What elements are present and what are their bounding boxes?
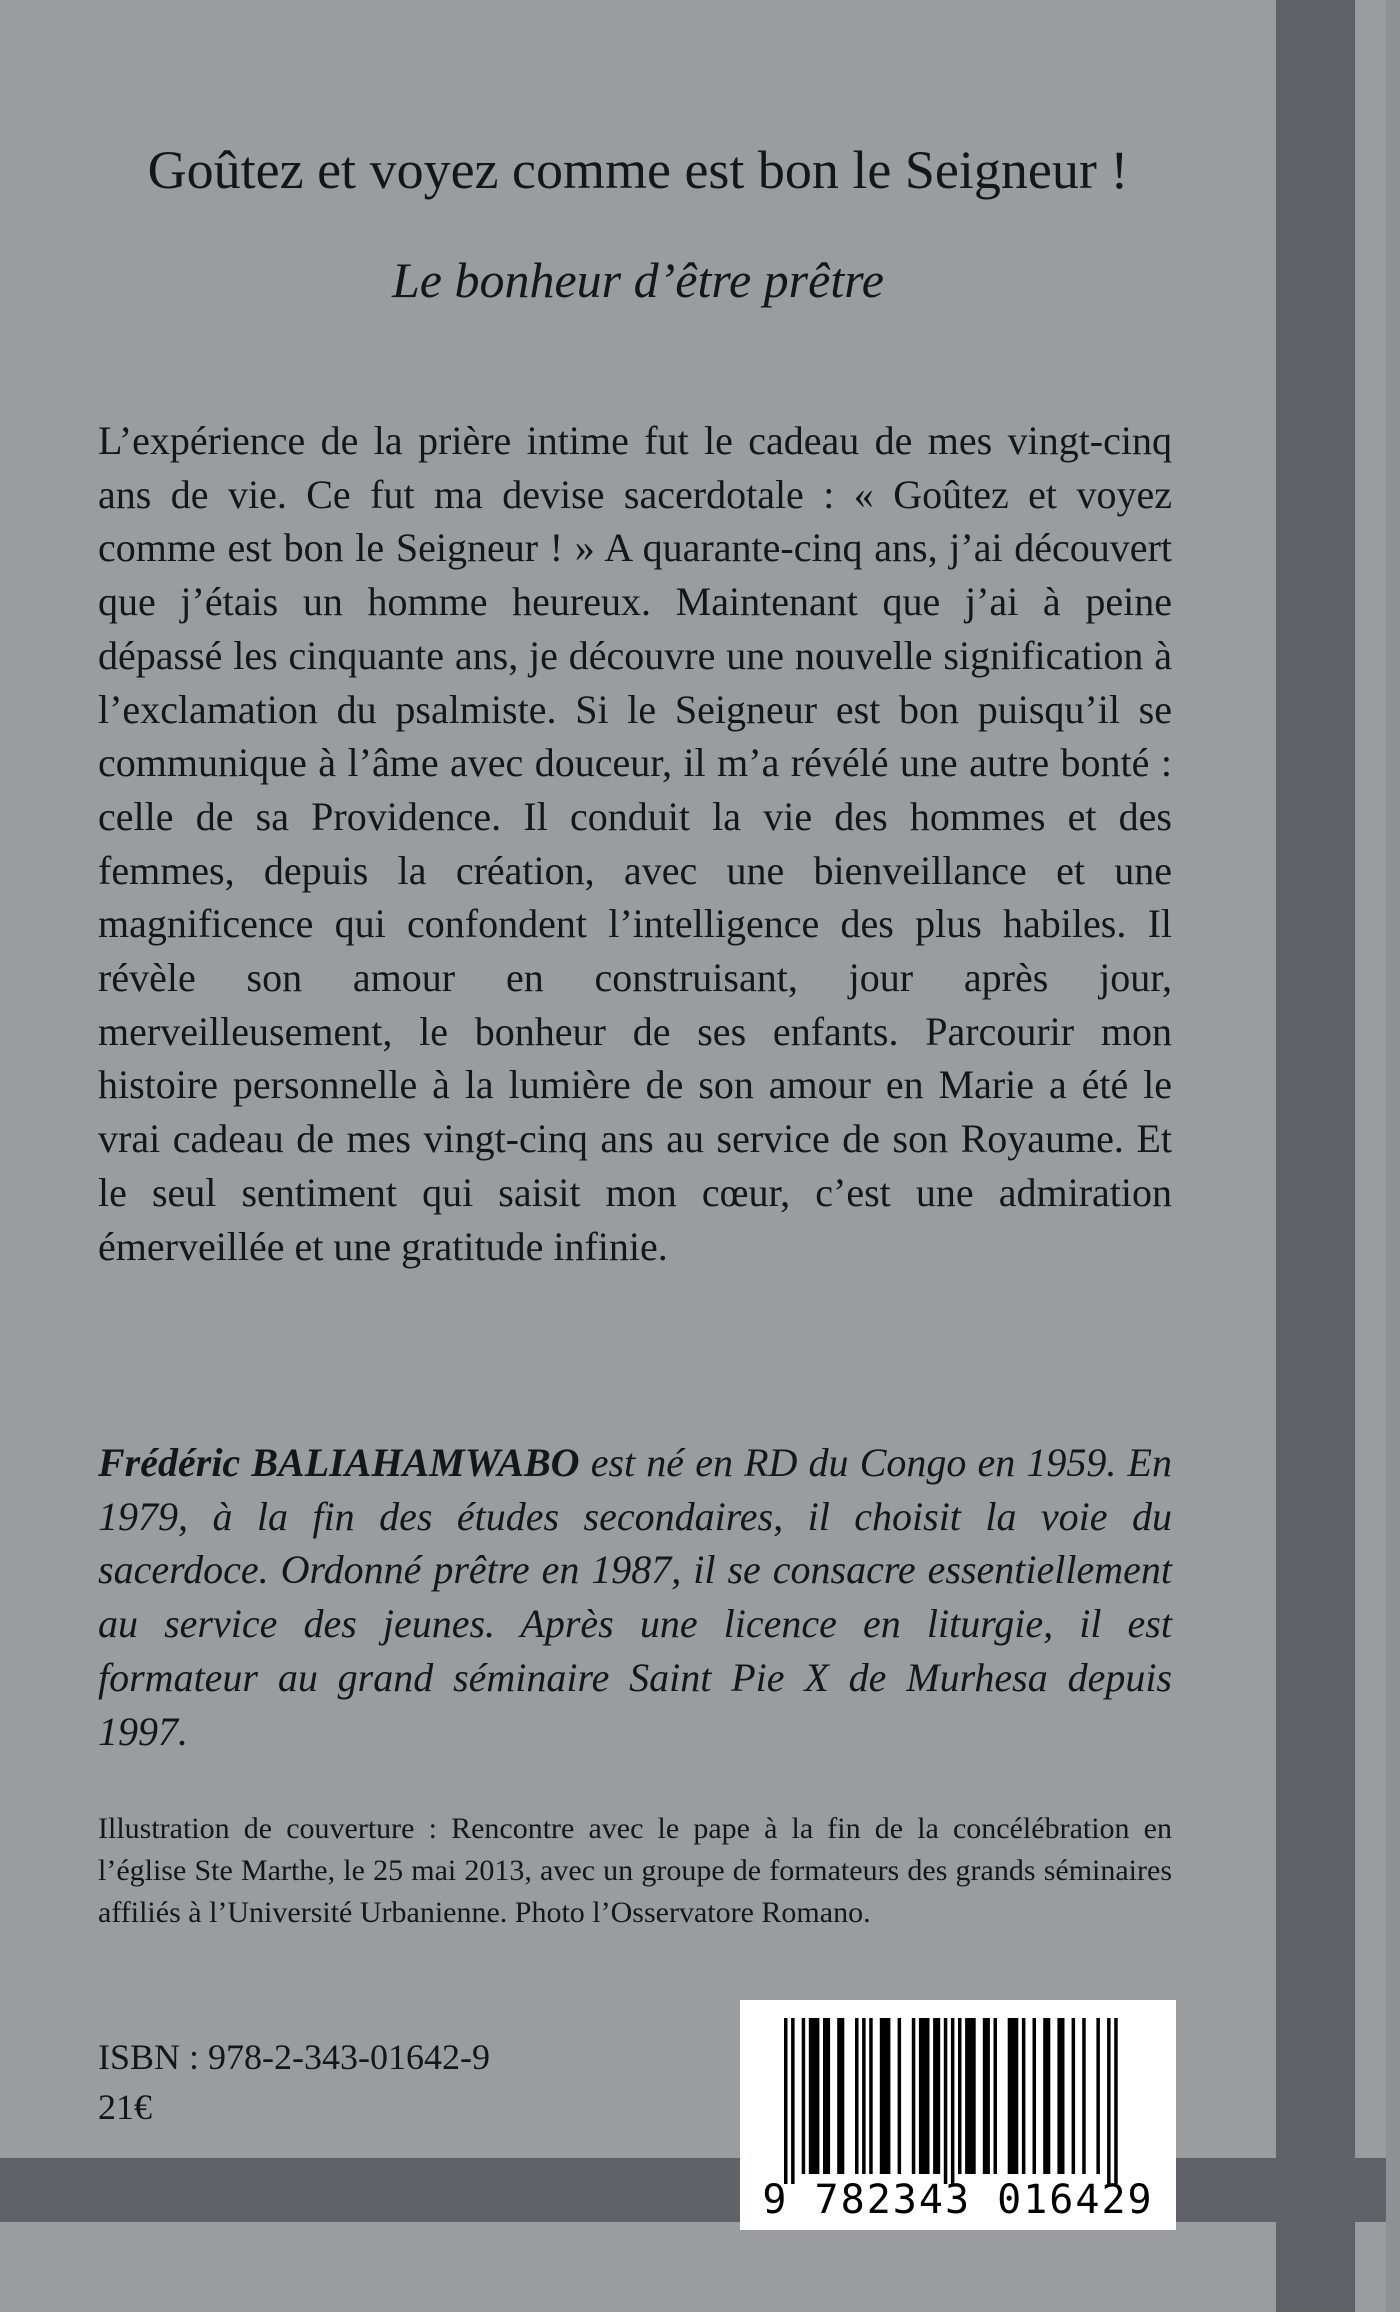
barcode-bar bbox=[1114, 2018, 1118, 2184]
bottom-decorative-band bbox=[0, 2158, 1400, 2222]
barcode-bar bbox=[1082, 2018, 1086, 2174]
book-subtitle: Le bonheur d’être prêtre bbox=[391, 252, 885, 308]
barcode-bar bbox=[994, 2018, 998, 2174]
barcode-bar bbox=[880, 2018, 891, 2174]
book-title: Goûtez et voyez comme est bon le Seigneur ! bbox=[147, 140, 1129, 200]
barcode-bar bbox=[1096, 2018, 1100, 2174]
author-bio bbox=[98, 1436, 1172, 1758]
barcode-bar bbox=[784, 2018, 788, 2184]
barcode-bar bbox=[983, 2018, 990, 2174]
barcode-bar bbox=[933, 2018, 940, 2174]
barcode-bar bbox=[802, 2018, 806, 2174]
isbn-number: ISBN : 978-2-343-01642-9 bbox=[98, 2037, 490, 2077]
barcode-bar bbox=[1107, 2018, 1111, 2184]
illustration-credit: Illustration de couverture : Rencontre avec le pape à la fin de la concélébration en l’église Ste Marthe, le 25 mai 2013, avec un groupe de formateurs des grands séminaires affiliés à l’Université Urbanienne. Photo l’Osservatore Romano. bbox=[98, 1812, 1172, 1929]
barcode-bar bbox=[1008, 2018, 1019, 2174]
barcode-bar bbox=[1057, 2018, 1064, 2174]
book-price: 21€ bbox=[98, 2087, 152, 2127]
right-decorative-band bbox=[1276, 0, 1355, 2312]
author-name: Frédéric BALIAHAMWABO bbox=[98, 1440, 580, 1485]
barcode-bar bbox=[823, 2018, 830, 2174]
author-bio-text: est né en RD du Congo en 1959. En 1979, à la fin des études secondaires, il choisit la voie du sacerdoce. Ordonné prêtre en 1987, il se consacre essentiellement au service des jeunes. Après une licence en liturgie, il est formateur au grand séminaire Saint Pie X de Murhesa depuis 1997. bbox=[98, 1440, 1172, 1754]
barcode-bar bbox=[912, 2018, 916, 2174]
barcode-bar bbox=[862, 2018, 866, 2174]
barcode-digits: 9 782343 016429 bbox=[762, 2177, 1154, 2223]
barcode-bar bbox=[1033, 2018, 1037, 2174]
barcode-bar bbox=[791, 2018, 795, 2184]
barcode-bar bbox=[958, 2018, 962, 2174]
barcode-bar bbox=[855, 2018, 859, 2174]
barcode-bar bbox=[919, 2018, 930, 2174]
barcode-bar bbox=[1043, 2018, 1050, 2174]
barcode-bar bbox=[809, 2018, 820, 2174]
barcode-bar bbox=[837, 2018, 844, 2174]
barcode-bar bbox=[1022, 2018, 1026, 2174]
barcode-bar bbox=[951, 2018, 955, 2184]
barcode-bar bbox=[1072, 2018, 1076, 2174]
barcode-bar bbox=[944, 2018, 948, 2184]
book-summary: L’expérience de la prière intime fut le cadeau de mes vingt-cinq ans de vie. Ce fut ma devise sacerdotale : « Goûtez et voyez comme est bon le Seigneur ! » A quarante-cinq ans, j’ai découvert que j’étais un homme heureux. Maintenant que j’ai à peine dépassé les cinquante ans, je découvre une nouvelle signification à l’exclamation du psalmiste. Si le Seigneur est bon puisqu’il se communique à l’âme avec douceur, il m’a révélé une autre bonté : celle de sa Providence. Il conduit la vie des hommes et des femmes, depuis la création, avec une bienveillance et une magnificence qui confondent l’intelligence des plus habiles. Il révèle son amour en construisant, jour après jour, merveilleusement, le bonheur de ses enfants. Parcourir mon histoire personnelle à la lumière de son amour en Marie a été le vrai cadeau de mes vingt-cinq ans au service de son Royaume. Et le seul sentiment qui saisit mon cœur, c’est une admiration émerveillée et une gratitude infinie. bbox=[98, 418, 1172, 1269]
barcode-bar bbox=[869, 2018, 873, 2174]
barcode-bar bbox=[898, 2018, 902, 2174]
barcode-bar bbox=[965, 2018, 976, 2174]
barcode bbox=[740, 2000, 1176, 2230]
right-edge-strip bbox=[1386, 0, 1400, 2312]
